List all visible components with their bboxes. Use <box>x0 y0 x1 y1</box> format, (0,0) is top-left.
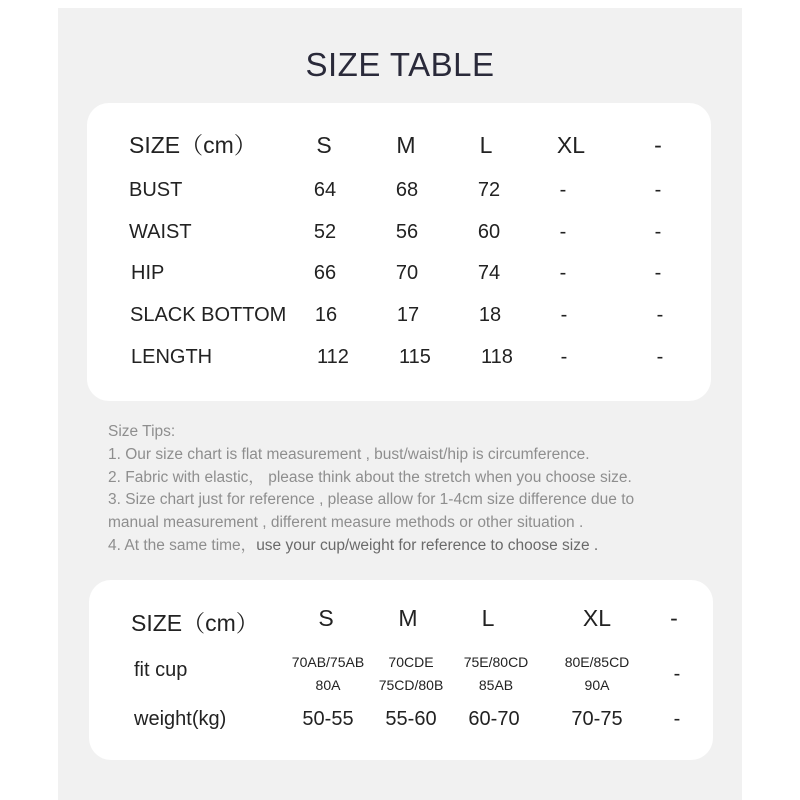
cell-s: 64 <box>313 179 337 201</box>
cup-header-xl: XL <box>582 605 612 631</box>
fit-cup-l <box>446 651 546 697</box>
fit-cup-extra: - <box>673 663 681 685</box>
cup-header-m: M <box>398 605 418 631</box>
weight-xl: 70-75 <box>571 708 623 730</box>
cell-l: 18 <box>478 304 502 326</box>
table-row <box>87 174 711 206</box>
cell-m: 70 <box>395 262 419 284</box>
weight-s: 50-55 <box>302 708 354 730</box>
row-label: BUST <box>129 179 183 201</box>
tip-line-3: 3. Size chart just for reference , please allow for 1-4cm size difference due to <box>108 491 635 509</box>
fit-cup-m-line1: 70CDE <box>388 654 434 670</box>
cell-extra: - <box>654 179 662 201</box>
size-table <box>87 103 711 401</box>
fit-cup-xl <box>547 651 647 697</box>
tip-line-2: 2. Fabric with elastic， please think about the stretch when you choose size. <box>108 468 632 486</box>
cell-extra: - <box>656 346 664 368</box>
cell-extra: - <box>654 221 662 243</box>
fit-cup-l-line2: 85AB <box>478 677 514 693</box>
cup-header-s: S <box>318 605 334 631</box>
cell-xl: - <box>559 221 567 243</box>
cup-header-extra: - <box>670 605 678 631</box>
weight-l: 60-70 <box>468 708 520 730</box>
table-row <box>87 257 711 289</box>
size-header-l: L <box>479 132 493 158</box>
fit-cup-l-line1: 75E/80CD <box>463 654 529 670</box>
size-header-s: S <box>316 132 332 158</box>
tip-line-4 <box>108 535 708 558</box>
cell-extra: - <box>654 262 662 284</box>
row-label: WAIST <box>129 221 192 243</box>
size-header-label: SIZE（cm） <box>129 132 257 158</box>
size-header-extra: - <box>654 132 662 158</box>
fit-cup-label: fit cup <box>134 659 188 681</box>
tip-line-4-start: 4. At the same time， <box>108 536 257 554</box>
cup-header-label: SIZE（cm） <box>131 610 259 636</box>
weight-extra: - <box>673 708 681 730</box>
cup-weight-card <box>89 580 713 760</box>
table-row <box>87 341 711 373</box>
row-label: LENGTH <box>131 346 213 368</box>
cell-xl: - <box>559 179 567 201</box>
cell-l: 60 <box>477 221 501 243</box>
size-header-xl: XL <box>556 132 586 158</box>
cell-s: 16 <box>314 304 338 326</box>
size-header-m: M <box>396 132 416 158</box>
table-row <box>87 299 711 331</box>
size-table-header-row <box>87 129 711 161</box>
cell-m: 17 <box>396 304 420 326</box>
size-tips <box>108 421 708 558</box>
cell-m: 68 <box>395 179 419 201</box>
size-table-card <box>87 103 711 401</box>
fit-cup-m-line2: 75CD/80B <box>378 677 444 693</box>
weight-label: weight(kg) <box>134 708 227 730</box>
fit-cup-s-line2: 80A <box>315 677 341 693</box>
cell-s: 112 <box>317 346 349 368</box>
cup-weight-table <box>89 580 713 760</box>
cell-m: 56 <box>395 221 419 243</box>
cell-l: 72 <box>477 179 501 201</box>
weight-m: 55-60 <box>385 708 437 730</box>
page-title: SIZE TABLE <box>305 46 495 83</box>
tip-line-1: 1. Our size chart is flat measurement , bust/waist/hip is circumference. <box>108 445 590 463</box>
table-row <box>87 216 711 248</box>
cell-xl: - <box>559 262 567 284</box>
cup-header-l: L <box>481 605 495 631</box>
cell-l: 118 <box>481 346 513 368</box>
tips-heading: Size Tips: <box>108 423 176 440</box>
tip-line-4-emphasis: use your cup/weight for reference to choose size . <box>256 536 599 554</box>
fit-cup-xl-line1: 80E/85CD <box>564 654 630 670</box>
row-label: HIP <box>131 262 165 284</box>
cell-s: 66 <box>313 262 337 284</box>
cell-m: 115 <box>399 346 431 368</box>
tip-line-3-continued: manual measurement , different measure methods or other situation . <box>108 514 584 532</box>
cell-xl: - <box>560 304 568 326</box>
cell-l: 74 <box>477 262 501 284</box>
cell-s: 52 <box>313 221 337 243</box>
fit-cup-xl-line2: 90A <box>584 677 610 693</box>
row-label: SLACK BOTTOM <box>130 304 287 326</box>
fit-cup-s-line1: 70AB/75AB <box>291 654 365 670</box>
cell-extra: - <box>656 304 664 326</box>
cell-xl: - <box>560 346 568 368</box>
